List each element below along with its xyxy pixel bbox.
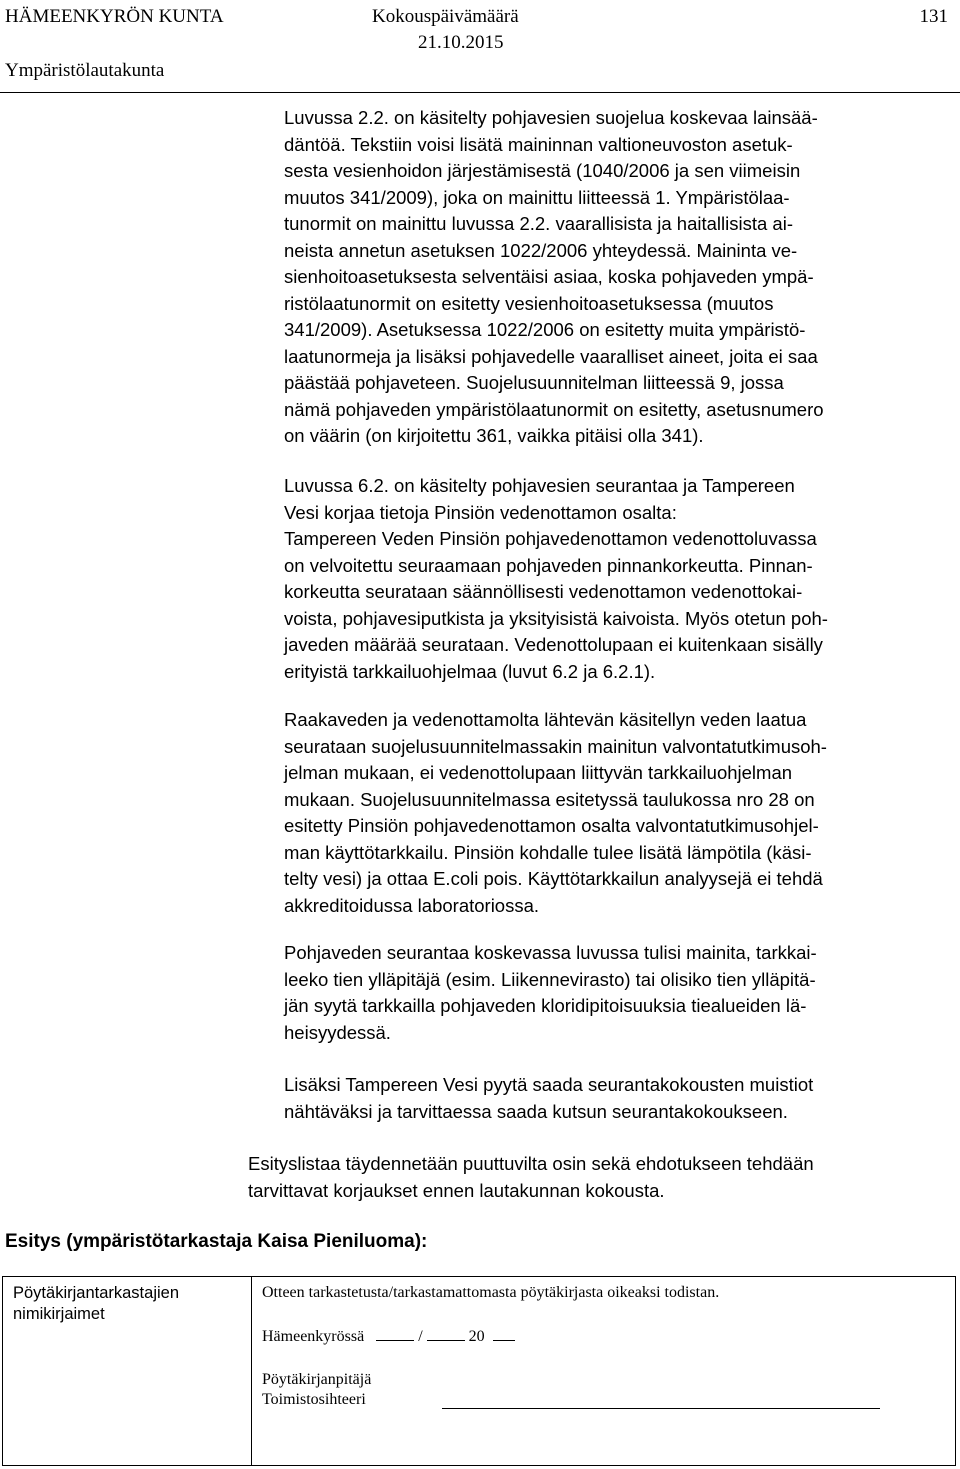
text-line: Esityslistaa täydennetään puuttuvilta osin sekä ehdotukseen tehdään (248, 1153, 814, 1174)
text-line: jän syytä tarkkailla pohjaveden kloridipitoisuuksia tiealueiden lä- (284, 995, 807, 1016)
paragraph-legislation (284, 105, 824, 450)
place-name: Hämeenkyrössä (262, 1328, 365, 1345)
text-line: Luvussa 2.2. on käsitelty pohjavesien suojelua koskevaa lainsää- (284, 107, 818, 128)
text-line: laatunormeja ja lisäksi pohjavedelle vaaralliset aineet, joita ei saa (284, 345, 818, 367)
text-line: erityistä tarkkailuohjelmaa (luvut 6.2 ja 6.2.1). (284, 660, 656, 682)
header-divider (0, 92, 960, 93)
text-line: esitetty Pinsiön pohjavedenottamon osalta valvontatutkimusohjel- (284, 815, 819, 836)
signer-title: Pöytäkirjanpitäjä (262, 1371, 372, 1388)
meeting-date-label: Kokouspäivämäärä (372, 6, 519, 27)
text-line: Tampereen Veden Pinsiön pohjavedenottamon vedenottoluvassa (284, 528, 817, 549)
initials-label-line1: Pöytäkirjantarkastajien (13, 1284, 179, 1302)
year-prefix: 20 (468, 1328, 485, 1345)
text-line: däntöä. Tekstiin voisi lisätä maininnan valtioneuvoston asetuk- (284, 133, 793, 155)
paragraph-meeting-memos (284, 1072, 813, 1125)
paragraph-monitoring (284, 473, 828, 685)
footer-certification-box (2, 1276, 956, 1466)
text-line: korkeutta seurataan säännöllisesti vedenottamon vedenottokai- (284, 581, 803, 602)
text-line: Luvussa 6.2. on käsitelty pohjavesien seurantaa ja Tampereen (284, 475, 795, 496)
paragraph-road-monitoring (284, 940, 817, 1046)
text-line: Raakaveden ja vedenottamolta lähtevän käsitellyn veden laatua (284, 709, 807, 730)
text-line: nähtäväksi ja tarvittaessa saada kutsun seurantakokoukseen. (284, 1100, 788, 1122)
text-line: jelman mukaan, ei vedenottolupaan liittyvän tarkkailuohjelman (284, 762, 793, 783)
initials-label-line2: nimikirjaimet (13, 1305, 105, 1323)
year-blank (493, 1326, 515, 1341)
board-name: Ympäristölautakunta (5, 60, 165, 81)
text-line: tarvittavat korjaukset ennen lautakunnan kokousta. (248, 1179, 665, 1201)
initials-label (13, 1283, 179, 1325)
text-line: voista, pohjavesiputkista ja yksityisistä kaivoista. Myös otetun poh- (284, 607, 828, 629)
organization-name: HÄMEENKYRÖN KUNTA (5, 6, 224, 27)
text-line: ristölaatunormit on esitetty vesienhoitoasetuksessa (muutos (284, 292, 774, 314)
text-line: sienhoitoasetuksesta selventäisi asiaa, koska pohjaveden ympä- (284, 266, 814, 287)
text-line: heisyydessä. (284, 1021, 391, 1043)
paragraph-agenda-supplement (248, 1151, 814, 1204)
text-line: Pohjaveden seurantaa koskevassa luvussa tulisi mainita, tarkkai- (284, 942, 817, 963)
date-separator: / (418, 1328, 423, 1345)
text-line: tunormit on mainittu luvussa 2.2. vaarallisista ja haitallisista ai- (284, 213, 793, 234)
text-line: muutos 341/2009), joka on mainittu liitteessä 1. Ympäristölaa- (284, 186, 790, 208)
text-line: leeko tien ylläpitäjä (esim. Liikennevirasto) tai olisiko tien ylläpitä- (284, 968, 816, 990)
text-line: akkreditoidussa laboratoriossa. (284, 894, 540, 916)
text-line: seurataan suojelusuunnitelmassakin mainitun valvontatutkimusoh- (284, 735, 827, 757)
text-line: telty vesi) ja ottaa E.coli pois. Käyttötarkkailun analyysejä ei tehdä (284, 868, 823, 889)
text-line: Vesi korjaa tietoja Pinsiön vedenottamon osalta: (284, 501, 677, 523)
footer-divider (251, 1277, 252, 1465)
text-line: Lisäksi Tampereen Vesi pyytä saada seurantakokousten muistiot (284, 1074, 814, 1095)
signature-line (442, 1408, 880, 1409)
text-line: sesta vesienhoidon järjestämisestä (1040/2006 ja sen viimeisin (284, 160, 801, 181)
text-line: man käyttötarkkailu. Pinsiön kohdalle tulee lisätä lämpötila (käsi- (284, 841, 812, 863)
certification-text: Otteen tarkastetusta/tarkastamattomasta pöytäkirjasta oikeaksi todistan. (262, 1284, 720, 1301)
month-blank (427, 1326, 465, 1341)
day-blank (376, 1326, 414, 1341)
paragraph-raw-water-quality (284, 707, 827, 919)
text-line: 341/2009). Asetuksessa 1022/2006 on esitetty muita ympäristö- (284, 319, 806, 340)
text-line: on väärin (on kirjoitettu 361, vaikka pitäisi olla 341). (284, 425, 704, 446)
meeting-date: 21.10.2015 (418, 32, 504, 53)
text-line: neista annetun asetuksen 1022/2006 yhteydessä. Maininta ve- (284, 239, 798, 261)
text-line: päästää pohjaveteen. Suojelusuunnitelman liitteessä 9, jossa (284, 372, 784, 393)
text-line: mukaan. Suojelusuunnitelmassa esitetyssä taulukossa nro 28 on (284, 788, 815, 810)
signer-role: Toimistosihteeri (262, 1391, 366, 1408)
text-line: on velvoitettu seuraamaan pohjaveden pinnankorkeutta. Pinnan- (284, 554, 813, 576)
page-number: 131 (919, 6, 948, 27)
proposal-heading: Esitys (ympäristötarkastaja Kaisa Pieniluoma): (5, 1231, 428, 1252)
place-date-line (262, 1326, 515, 1347)
text-line: nämä pohjaveden ympäristölaatunormit on esitetty, asetusnumero (284, 398, 824, 420)
text-line: javeden määrää seurataan. Vedenottolupaan ei kuitenkaan sisälly (284, 634, 823, 655)
